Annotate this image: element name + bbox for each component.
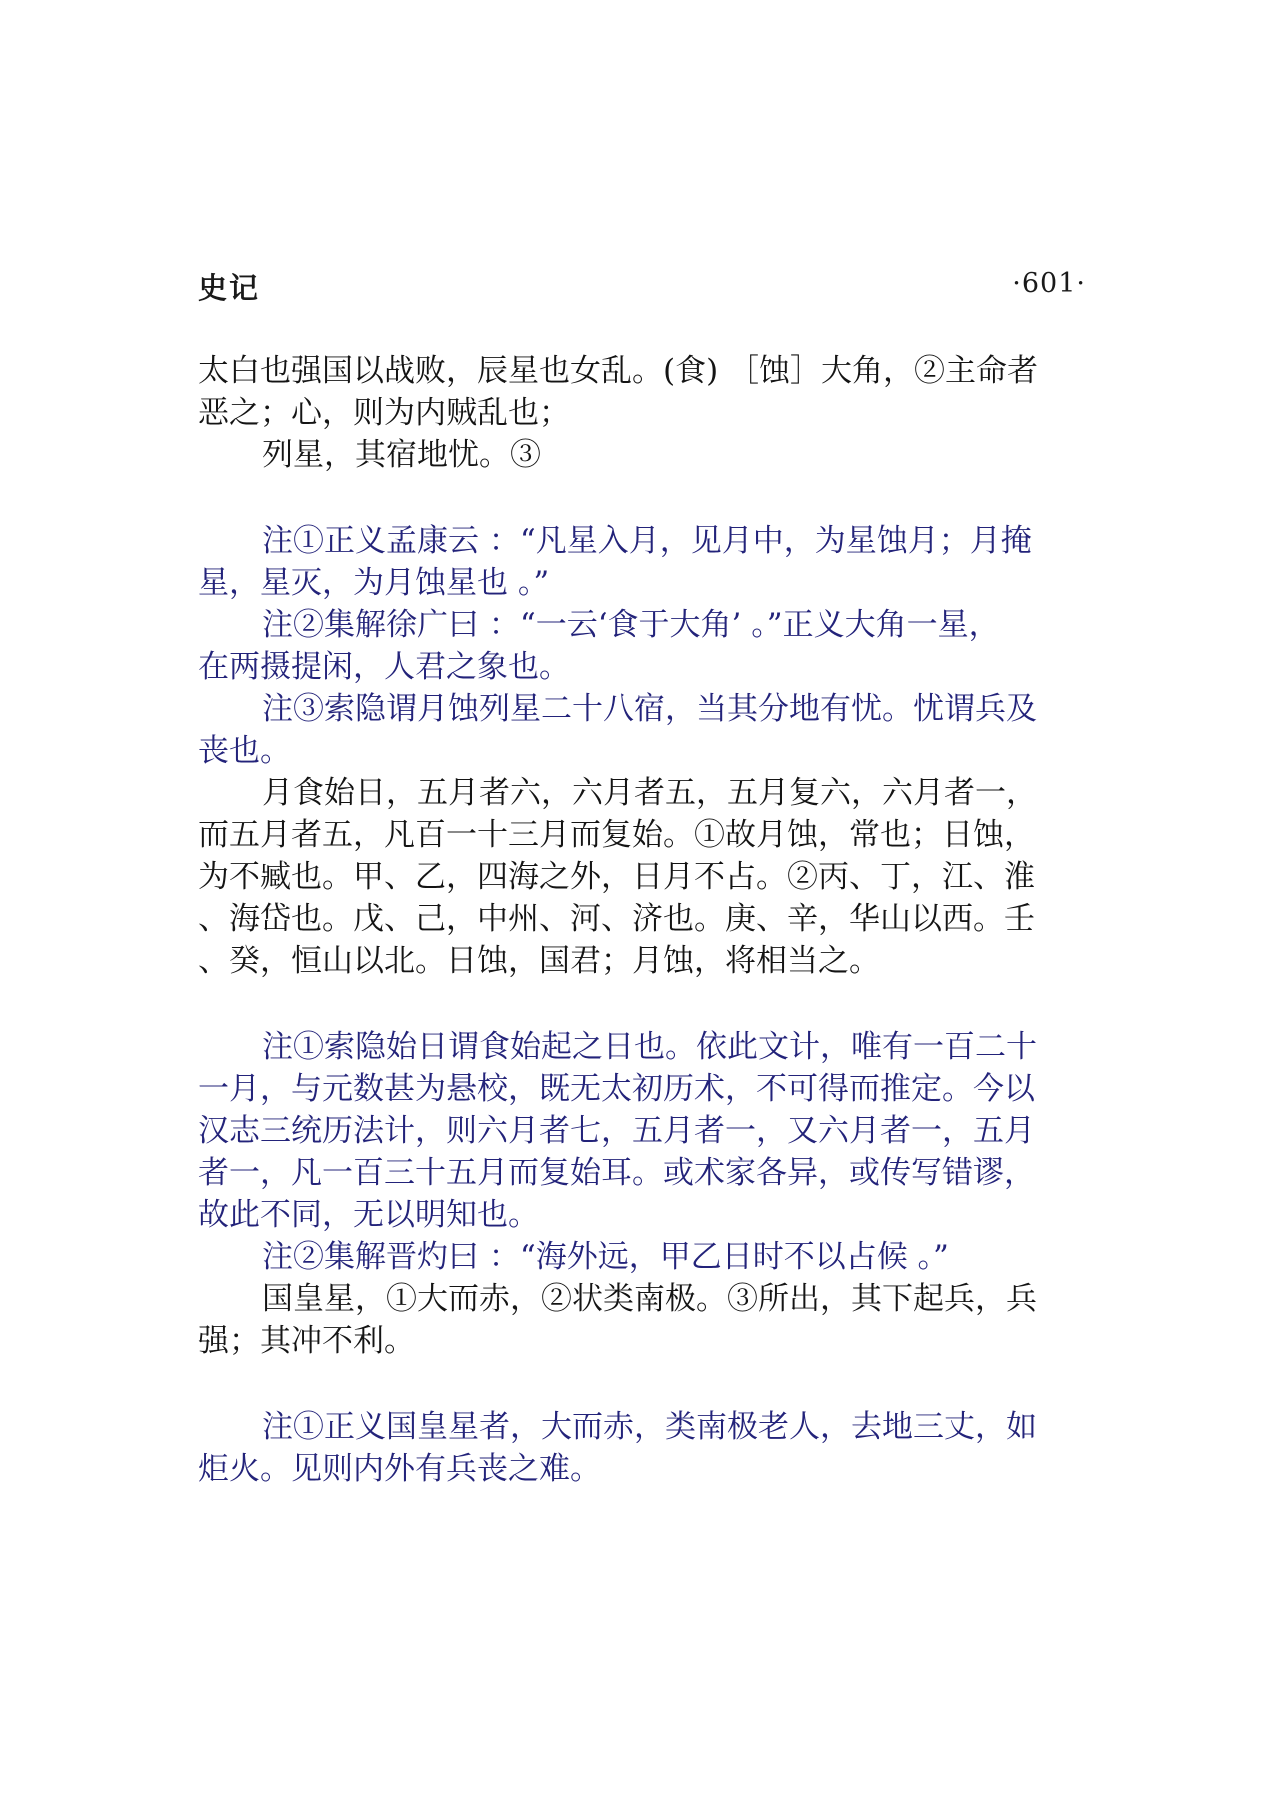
text-line: 太白也强国以战败，辰星也女乱。(食) ［蚀］大角，②主命者 [198, 353, 1039, 389]
annotation-note [198, 1236, 1098, 1278]
note-line: 故此不同，无以明知也。 [198, 1197, 539, 1233]
page-header [198, 266, 1086, 310]
page-number: ·601· [1012, 268, 1086, 299]
note-line: 一月，与元数甚为悬校，既无太初历术，不可得而推定。今以 [198, 1071, 1035, 1107]
note-line: 注③索隐谓月蚀列星二十八宿，当其分地有忧。忧谓兵及 [262, 691, 1037, 727]
text-line: 、癸，恒山以北。日蚀，国君；月蚀，将相当之。 [198, 943, 880, 979]
page-body [198, 350, 1098, 1490]
note-line: 炬火。见则内外有兵丧之难。 [198, 1451, 601, 1487]
text-line: 月食始日，五月者六，六月者五，五月复六，六月者一， [262, 775, 1037, 811]
text-line: 而五月者五，凡百一十三月而复始。①故月蚀，常也；日蚀， [198, 817, 1035, 853]
main-paragraph [198, 434, 1098, 476]
text-line: 为不臧也。甲、乙，四海之外，日月不占。②丙、丁，江、淮 [198, 859, 1035, 895]
annotation-note [198, 1406, 1098, 1490]
note-line: 丧也。 [198, 733, 291, 769]
note-line: 星，星灭，为月蚀星也 。” [198, 565, 550, 601]
note-line: 注②集解徐广曰 ：“一云‘食于大角’ 。”正义大角一星， [262, 607, 1000, 643]
annotation-note [198, 604, 1098, 688]
annotation-note [198, 1026, 1098, 1236]
annotation-note [198, 520, 1098, 604]
note-line: 注①正义国皇星者，大而赤，类南极老人，去地三丈，如 [262, 1409, 1037, 1445]
book-title: 史记 [198, 271, 261, 305]
note-line: 者一，凡一百三十五月而复始耳。或术家各异，或传写错谬， [198, 1155, 1035, 1191]
annotation-note [198, 688, 1098, 772]
note-line: 注②集解晋灼曰 ：“海外远，甲乙日时不以占候 。” [262, 1239, 949, 1275]
text-line: 强；其冲不利。 [198, 1323, 415, 1359]
text-line: 恶之；心，则为内贼乱也； [198, 395, 570, 431]
main-paragraph [198, 1278, 1098, 1362]
note-line: 在两摄提闲，人君之象也。 [198, 649, 570, 685]
note-line: 汉志三统历法计，则六月者七，五月者一，又六月者一，五月 [198, 1113, 1035, 1149]
note-line: 注①索隐始日谓食始起之日也。依此文计，唯有一百二十 [262, 1029, 1037, 1065]
text-line: 、海岱也。戊、己，中州、河、济也。庚、辛，华山以西。壬 [198, 901, 1035, 937]
text-line: 国皇星，①大而赤，②状类南极。③所出，其下起兵，兵 [262, 1281, 1037, 1317]
main-paragraph [198, 350, 1098, 434]
main-paragraph [198, 772, 1098, 982]
text-line: 列星，其宿地忧。③ [262, 437, 541, 473]
note-line: 注①正义孟康云 ：“凡星入月，见月中，为星蚀月；月掩 [262, 523, 1032, 559]
